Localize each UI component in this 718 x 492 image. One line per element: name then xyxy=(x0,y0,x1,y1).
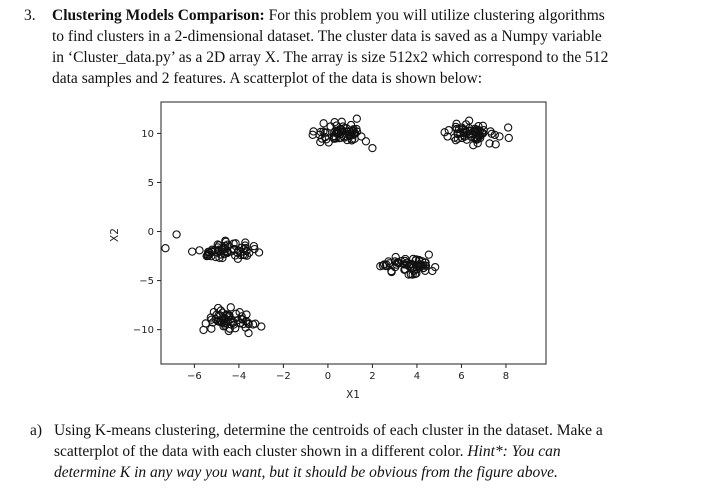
y-axis-label: X2 xyxy=(109,228,121,242)
x-tick-label: 0 xyxy=(324,371,332,382)
x-tick-label: 4 xyxy=(413,371,421,382)
part-a-line-1: Using K-means clustering, determine the centroids of each cluster in the dataset. Make a xyxy=(54,422,603,439)
data-point xyxy=(320,120,327,127)
x-tick-label: 2 xyxy=(369,371,376,382)
y-tick-label: −10 xyxy=(132,325,154,337)
x-tick-label: 6 xyxy=(458,371,465,382)
x-axis-label: X1 xyxy=(346,389,360,401)
data-point xyxy=(162,245,169,252)
part-a-label: a) xyxy=(30,422,43,439)
data-point xyxy=(496,133,503,140)
part-a-text xyxy=(54,420,700,483)
data-point xyxy=(245,330,252,337)
data-point xyxy=(258,323,265,330)
y-tick-label: 5 xyxy=(147,177,154,189)
y-tick-label: 10 xyxy=(141,128,154,140)
problem-title: Clustering Models Comparison: xyxy=(52,7,265,24)
x-tick-label: −4 xyxy=(231,371,247,382)
data-point xyxy=(225,327,232,334)
hint-label: Hint*: xyxy=(467,443,508,460)
data-point xyxy=(505,134,512,141)
hint-text: You can xyxy=(507,443,561,460)
data-point xyxy=(189,248,196,255)
data-point xyxy=(353,115,360,122)
part-a-line-2: scatterplot of the data with each cluster shown in a different color. Hint*: You can xyxy=(54,443,561,460)
problem-line-2: to find clusters in a 2-dimensional dataset. The cluster data is saved as a Numpy variable xyxy=(52,28,602,45)
problem-line-4: data samples and 2 features. A scatterplot of the data is shown below: xyxy=(52,70,483,87)
y-axis-ticks xyxy=(133,129,161,336)
data-point xyxy=(425,251,432,258)
problem-number: 3. xyxy=(24,7,36,24)
problem-line-3: in ‘Cluster_data.py’ as a 2D array X. The array is size 512x2 which correspond to the 512 xyxy=(52,49,609,66)
scatter-points xyxy=(162,115,513,337)
x-tick-label: −2 xyxy=(276,371,291,382)
problem-line-1: Clustering Models Comparison: For this problem you will utilize clustering algorithms xyxy=(52,7,605,24)
x-tick-label: 8 xyxy=(502,371,510,382)
data-point xyxy=(173,231,180,238)
y-tick-label: 0 xyxy=(147,227,154,239)
data-point xyxy=(227,304,234,311)
data-point xyxy=(362,138,369,145)
data-point xyxy=(338,118,345,125)
x-tick-label: −6 xyxy=(187,371,202,382)
x-axis-ticks xyxy=(187,364,509,382)
data-point xyxy=(505,124,512,131)
part-a-line-3: determine K in any way you want, but it should be obvious from the figure above. xyxy=(54,464,558,481)
data-point xyxy=(369,145,376,152)
y-tick-label: −5 xyxy=(139,276,154,288)
data-point xyxy=(196,247,203,254)
